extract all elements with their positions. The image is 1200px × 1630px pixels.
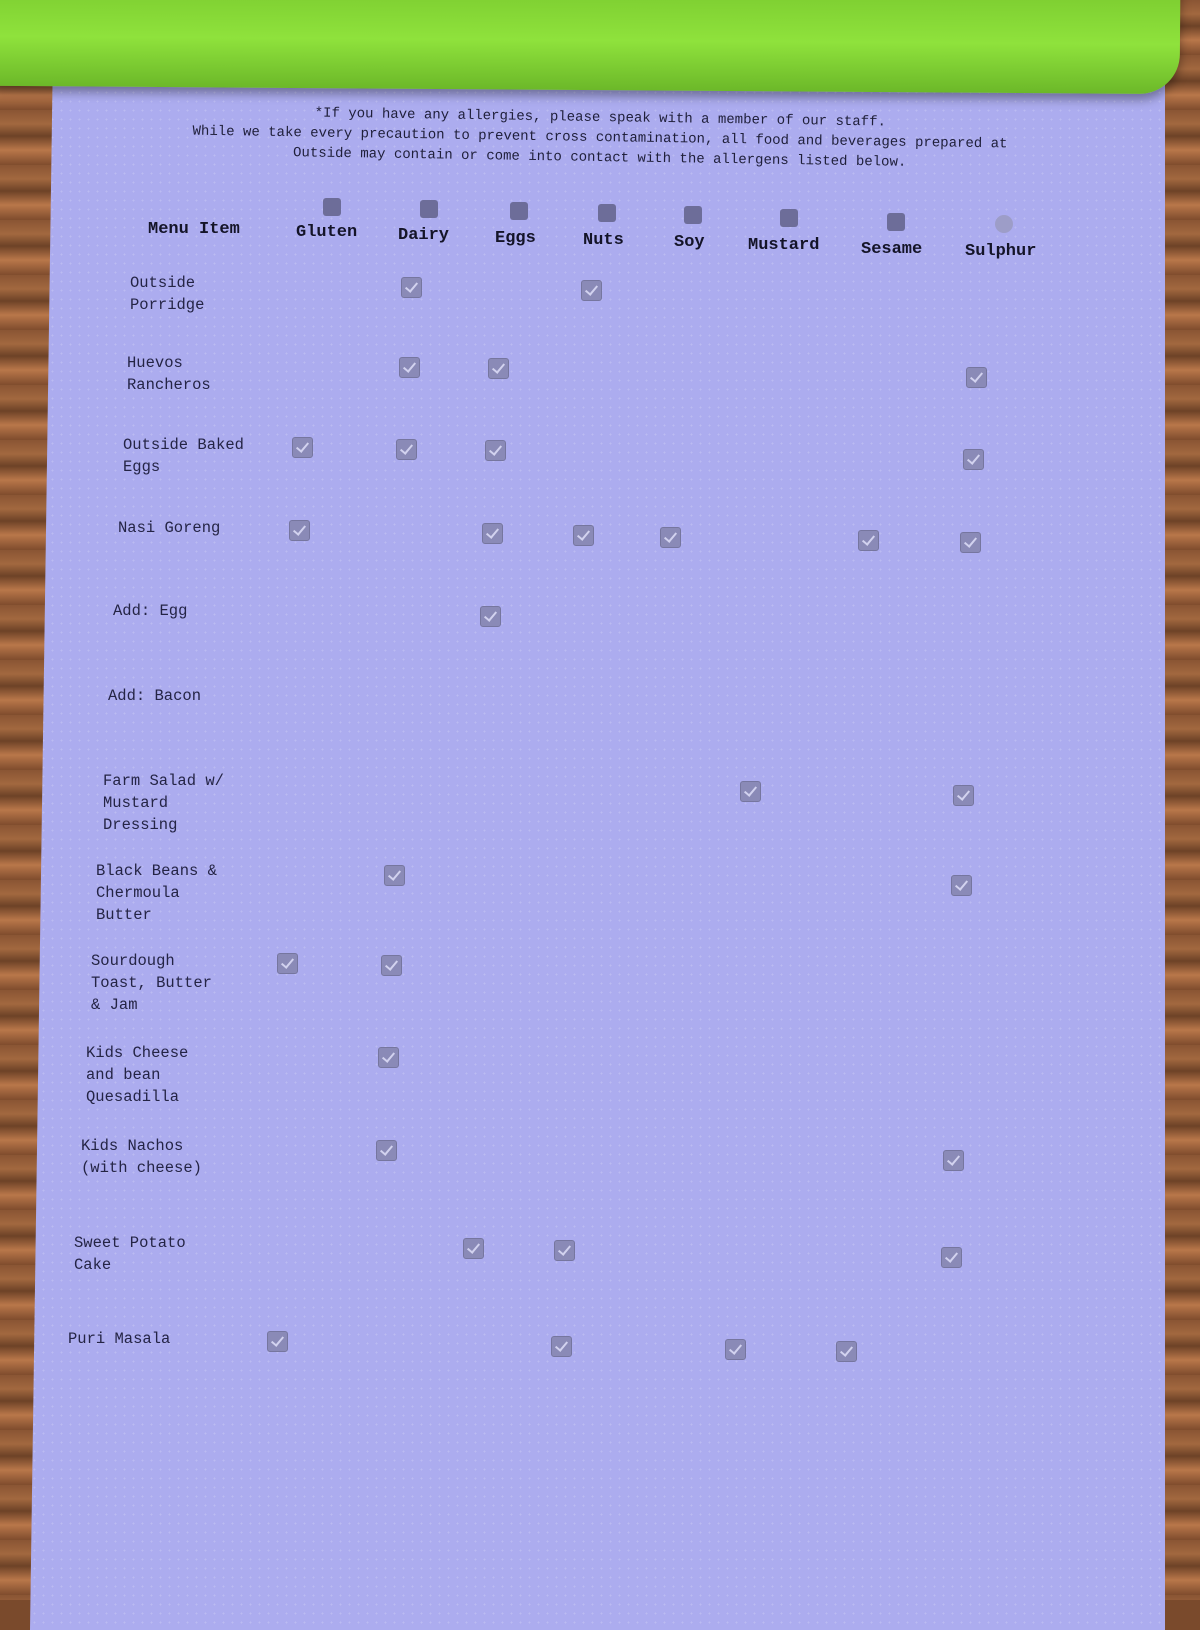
eggs-checkbox-icon [488, 358, 509, 379]
mustard-checkbox-icon [725, 1339, 746, 1360]
mustard-swatch [780, 209, 798, 227]
mustard-checkbox-icon [740, 781, 761, 802]
menu-item-name: Huevos Rancheros [127, 354, 211, 394]
gluten-swatch [323, 198, 341, 216]
gluten-checkbox-icon [267, 1331, 288, 1352]
menu-item-name: Nasi Goreng [118, 519, 221, 537]
column-header-sulphur: Sulphur [965, 242, 1037, 261]
eggs-checkbox-icon [480, 606, 501, 627]
sulphur-checkbox-icon [951, 875, 972, 896]
sulphur-checkbox-icon [941, 1247, 962, 1268]
menu-item-name: Outside Baked Eggs [123, 436, 244, 476]
menu-item-name: Sweet Potato Cake [74, 1234, 186, 1274]
menu-item-name: Puri Masala [68, 1330, 171, 1348]
menu-item-name: Kids Nachos (with cheese) [81, 1137, 202, 1177]
nuts-checkbox-icon [581, 280, 602, 301]
notice-line-2: While we take every precaution to prevent cross contamination, all food and beverages prepared at [192, 123, 1008, 153]
nuts-checkbox-icon [551, 1336, 572, 1357]
green-menu-cover [0, 0, 1180, 94]
gluten-checkbox-icon [289, 520, 310, 541]
menu-item-name: Kids Cheese and bean Quesadilla [86, 1044, 189, 1106]
notice-line-1: *If you have any allergies, please speak with a member of our staff. [314, 105, 887, 131]
column-header-mustard: Mustard [748, 236, 820, 255]
menu-item-name: Sourdough Toast, Butter & Jam [91, 952, 212, 1014]
sesame-checkbox-icon [836, 1341, 857, 1362]
column-header-nuts: Nuts [583, 231, 624, 250]
eggs-swatch [510, 202, 528, 220]
dairy-checkbox-icon [401, 277, 422, 298]
gluten-checkbox-icon [277, 953, 298, 974]
column-header-menu-item: Menu Item [148, 220, 240, 239]
column-header-sesame: Sesame [861, 240, 923, 259]
menu-item-name: Outside Porridge [130, 274, 205, 314]
eggs-checkbox-icon [482, 523, 503, 544]
sulphur-checkbox-icon [953, 785, 974, 806]
sulphur-swatch [995, 215, 1013, 233]
soy-swatch [684, 206, 702, 224]
column-header-dairy: Dairy [398, 226, 450, 245]
dairy-checkbox-icon [384, 865, 405, 886]
sulphur-checkbox-icon [960, 532, 981, 553]
column-header-gluten: Gluten [296, 223, 358, 242]
nuts-swatch [598, 204, 616, 222]
menu-item-name: Add: Bacon [108, 687, 202, 705]
sesame-swatch [887, 213, 905, 231]
gluten-checkbox-icon [292, 437, 313, 458]
soy-checkbox-icon [660, 527, 681, 548]
dairy-checkbox-icon [396, 439, 417, 460]
sulphur-checkbox-icon [963, 449, 984, 470]
sulphur-checkbox-icon [966, 367, 987, 388]
dairy-checkbox-icon [378, 1047, 399, 1068]
sulphur-checkbox-icon [943, 1150, 964, 1171]
menu-item-name: Add: Egg [113, 602, 188, 620]
dairy-checkbox-icon [399, 357, 420, 378]
nuts-checkbox-icon [573, 525, 594, 546]
column-header-soy: Soy [674, 233, 705, 252]
dairy-checkbox-icon [376, 1140, 397, 1161]
nuts-checkbox-icon [554, 1240, 575, 1261]
column-header-eggs: Eggs [495, 229, 536, 248]
notice-line-3: Outside may contain or come into contact with the allergens listed below. [292, 145, 907, 171]
dairy-checkbox-icon [381, 955, 402, 976]
menu-item-name: Black Beans & Chermoula Butter [96, 862, 217, 924]
menu-item-name: Farm Salad w/ Mustard Dressing [103, 772, 224, 834]
eggs-checkbox-icon [463, 1238, 484, 1259]
sesame-checkbox-icon [858, 530, 879, 551]
dairy-swatch [420, 200, 438, 218]
eggs-checkbox-icon [485, 440, 506, 461]
